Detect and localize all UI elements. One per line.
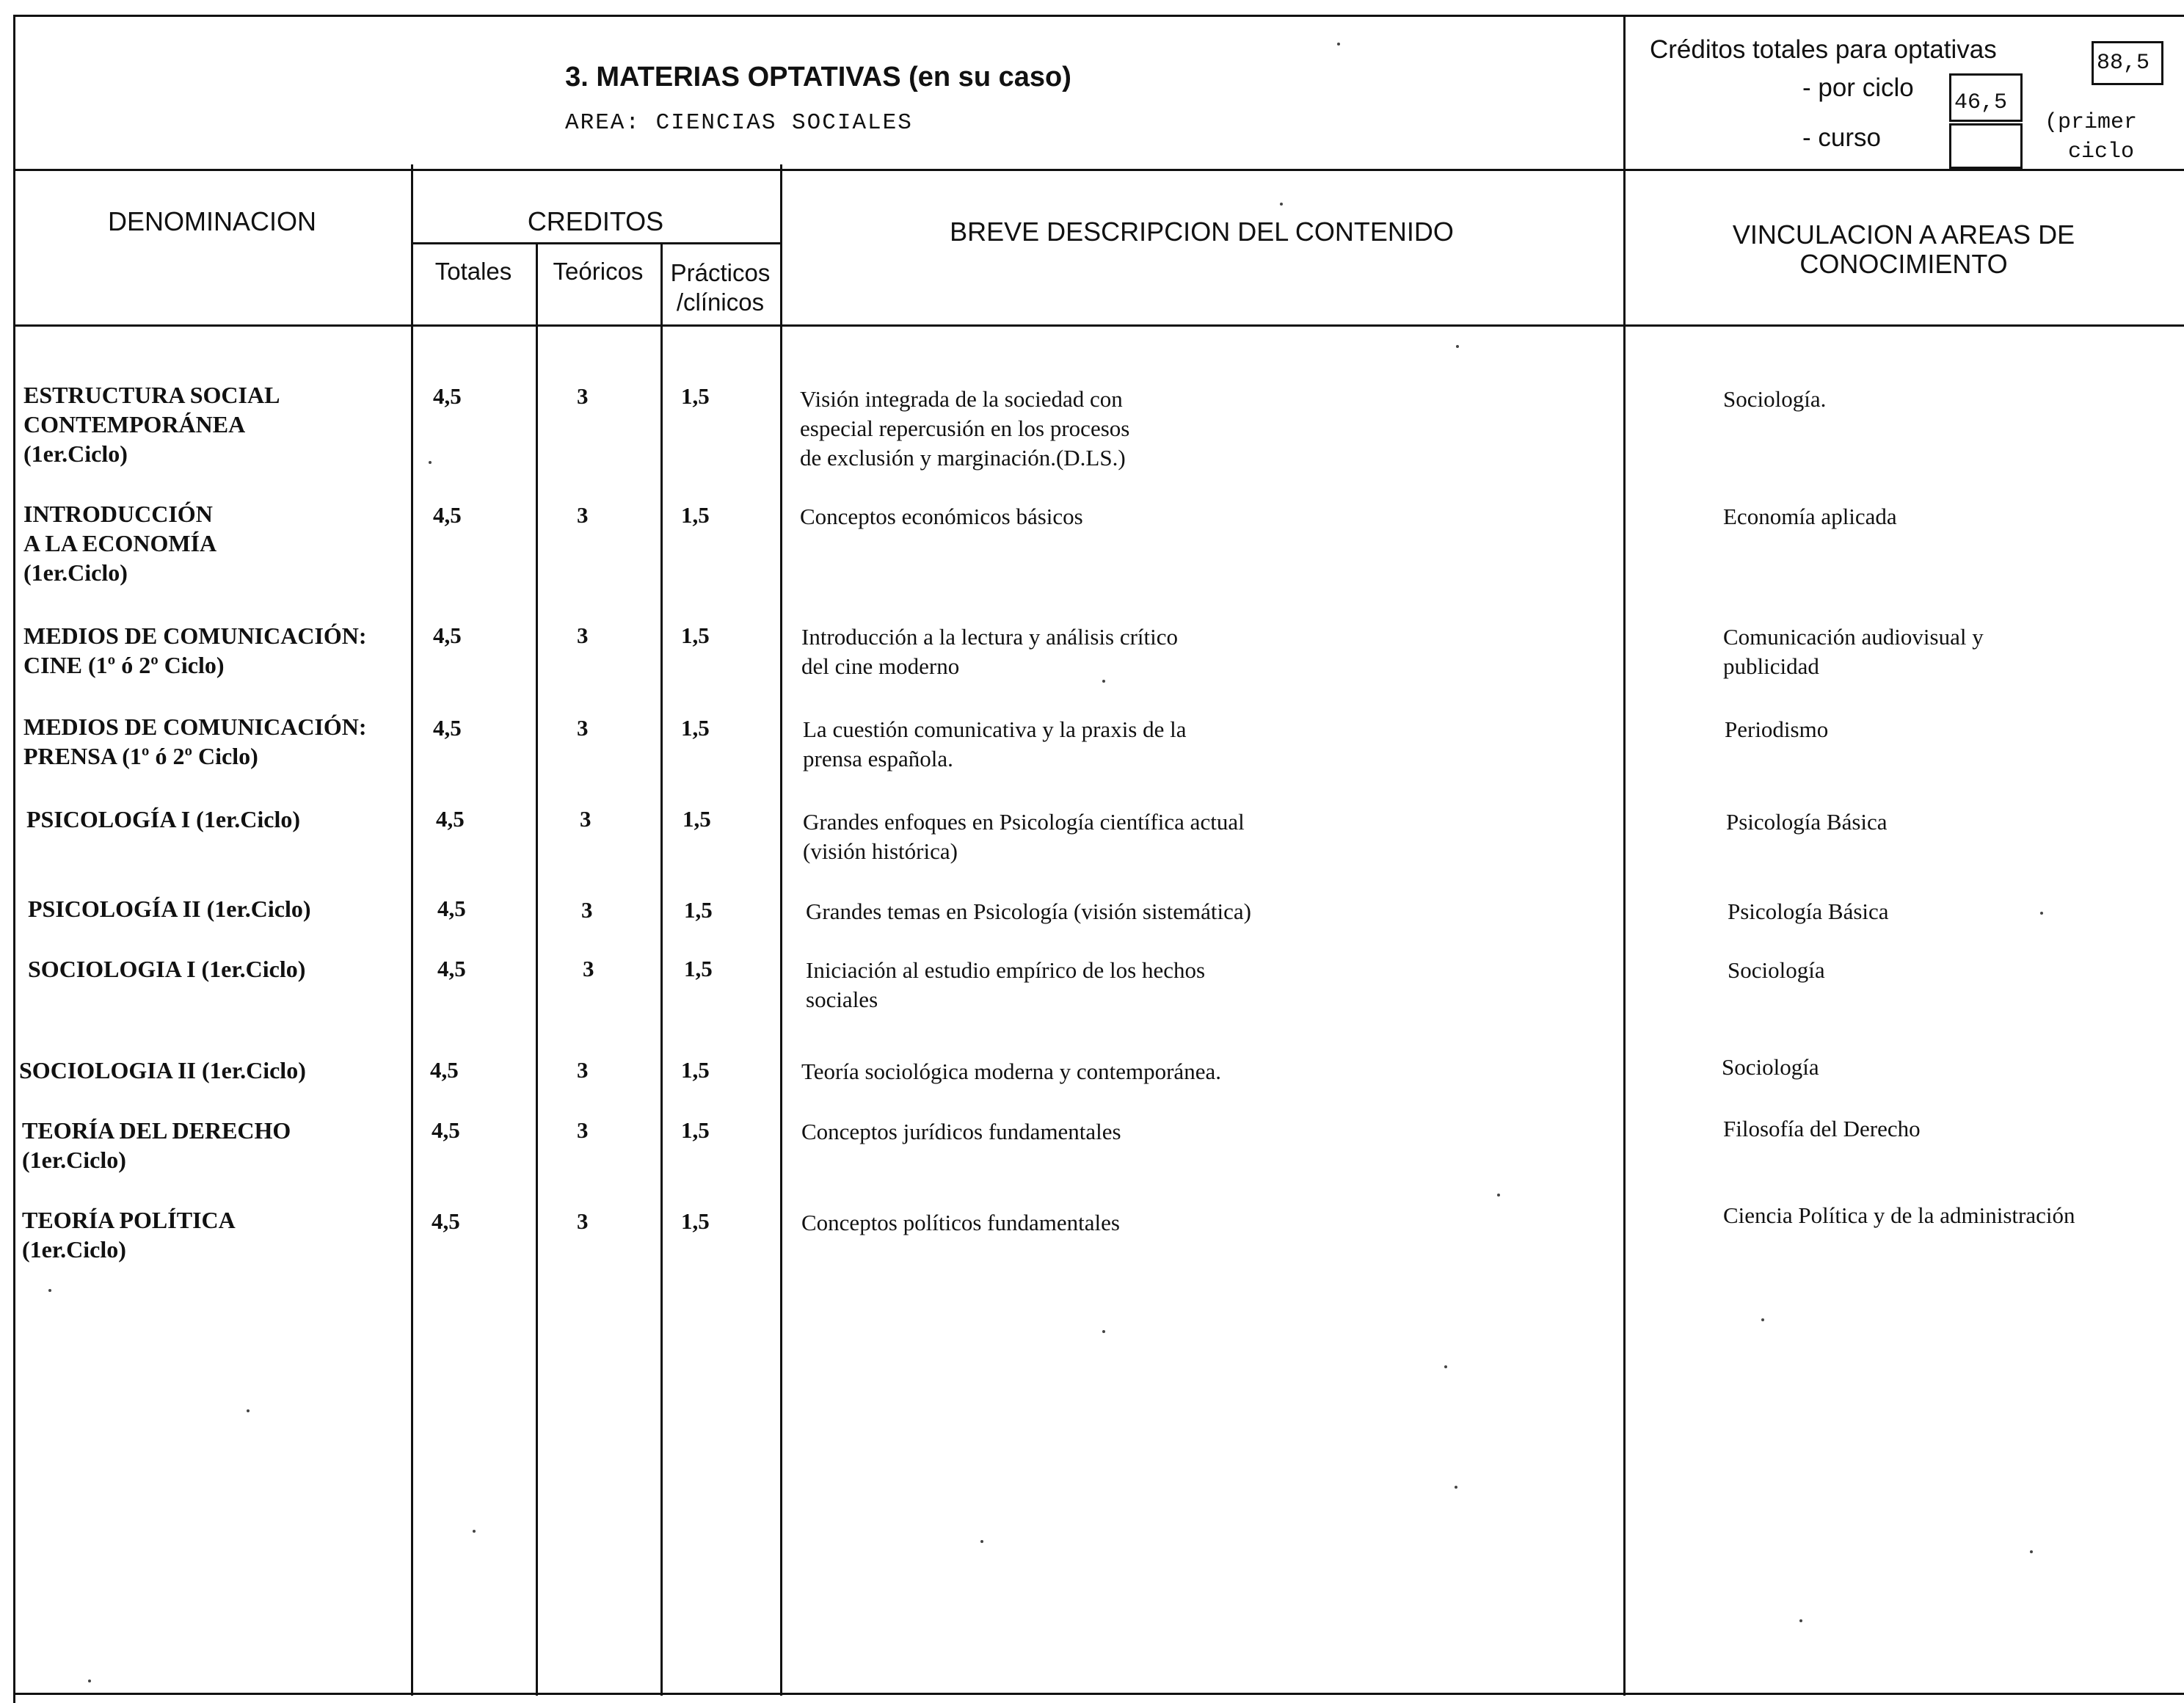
scan-speck	[1455, 1486, 1457, 1489]
area-conocimiento: Sociología	[1722, 1054, 1819, 1080]
descripcion: Teoría sociológica moderna y contemporánea.	[801, 1059, 1221, 1084]
column-header-divider	[13, 324, 2184, 327]
materia-name: MEDIOS DE COMUNICACIÓN: PRENSA (1º ó 2º Ciclo)	[23, 713, 367, 769]
descripcion: Grandes temas en Psicología (visión sistemática)	[806, 898, 1251, 924]
creditos-practicos: 1,5	[681, 1117, 710, 1143]
area-conocimiento: Psicología Básica	[1728, 898, 1889, 924]
scan-speck	[1456, 345, 1459, 348]
creditos-teoricos: 3	[577, 1057, 589, 1083]
creditos-practicos: 1,5	[681, 715, 710, 741]
creditos-subheader-divider	[411, 242, 780, 244]
col-divider-teoricos	[660, 242, 663, 1696]
scan-speck	[429, 461, 432, 464]
creditos-teoricos: 3	[581, 897, 593, 923]
scan-speck	[48, 1289, 51, 1292]
materia-name: PSICOLOGÍA II (1er.Ciclo)	[28, 896, 311, 922]
descripcion: Conceptos jurídicos fundamentales	[801, 1119, 1121, 1144]
denominacion-header: DENOMINACION	[107, 206, 316, 236]
col-divider-denominacion	[411, 164, 413, 1696]
creditos-totales: 4,5	[430, 1057, 459, 1083]
creditos-teoricos: 3	[577, 622, 589, 648]
scan-speck	[2040, 912, 2043, 915]
descripcion: Conceptos políticos fundamentales	[801, 1210, 1120, 1235]
materia-name: TEORÍA DEL DERECHO (1er.Ciclo)	[22, 1117, 291, 1173]
vinculacion-header-1: VINCULACION A AREAS DE	[1732, 219, 2075, 250]
materia-name: PSICOLOGÍA I (1er.Ciclo)	[26, 806, 301, 832]
creditos-teoricos: 3	[577, 715, 589, 741]
descripcion: Conceptos económicos básicos	[800, 504, 1083, 529]
creditos-totales: 4,5	[436, 806, 465, 832]
creditos-practicos: 1,5	[681, 622, 710, 648]
scan-speck	[1497, 1194, 1500, 1197]
scan-speck	[1102, 680, 1105, 683]
scan-speck	[1337, 43, 1340, 46]
creditos-totales: 4,5	[433, 715, 462, 741]
creditos-teoricos: 3	[577, 1208, 589, 1234]
note-primer: (primer	[2045, 110, 2138, 135]
materia-name: TEORÍA POLÍTICA (1er.Ciclo)	[22, 1207, 236, 1263]
col-divider-totales	[536, 242, 538, 1696]
scan-speck	[1444, 1365, 1447, 1368]
creditos-practicos: 1,5	[684, 897, 713, 923]
creditos-teoricos: 3	[580, 806, 592, 832]
creditos-totales: 4,5	[432, 1208, 460, 1234]
scan-speck	[88, 1680, 91, 1682]
creditos-teoricos: 3	[583, 956, 594, 981]
creditos-totales-value: 88,5	[2097, 51, 2150, 76]
creditos-totales: 4,5	[433, 622, 462, 648]
descripcion: Iniciación al estudio empírico de los hechos sociales	[806, 957, 1206, 1012]
descripcion: Introducción a la lectura y análisis crítico del cine moderno	[801, 624, 1179, 679]
materia-name: ESTRUCTURA SOCIAL CONTEMPORÁNEA (1er.Ciclo)	[23, 382, 280, 467]
scan-speck	[2030, 1550, 2033, 1553]
creditos-teoricos: 3	[577, 383, 589, 409]
por-ciclo-label: - por ciclo	[1802, 73, 1914, 102]
area-conocimiento: Economía aplicada	[1723, 504, 1897, 529]
creditos-totales: 4,5	[432, 1117, 460, 1143]
area-conocimiento: Sociología.	[1723, 386, 1827, 412]
creditos-totales-box	[2092, 41, 2163, 85]
creditos-teoricos: 3	[577, 502, 589, 528]
materia-name: SOCIOLOGIA II (1er.Ciclo)	[19, 1057, 306, 1083]
scan-speck	[1102, 1330, 1105, 1333]
creditos-practicos: 1,5	[682, 806, 711, 832]
scan-speck	[1799, 1619, 1802, 1622]
scan-speck	[980, 1540, 983, 1543]
vinculacion-header-2: CONOCIMIENTO	[1799, 249, 2008, 279]
curso-label: - curso	[1802, 123, 1881, 152]
creditos-teoricos: 3	[577, 1117, 589, 1143]
header-divider	[13, 169, 2184, 171]
materia-name: SOCIOLOGIA I (1er.Ciclo)	[28, 956, 306, 982]
area-conocimiento: Filosofía del Derecho	[1723, 1116, 1921, 1141]
creditos-totales: 4,5	[433, 502, 462, 528]
curso-box	[1949, 123, 2023, 169]
area-conocimiento: Ciencia Política y de la administración	[1723, 1202, 2075, 1228]
creditos-practicos: 1,5	[681, 383, 710, 409]
por-ciclo-box	[1949, 73, 2023, 122]
descripcion: Grandes enfoques en Psicología científica actual (visión histórica)	[803, 809, 1245, 864]
practicos-header-1: Prácticos	[670, 259, 771, 286]
area-conocimiento: Sociología	[1728, 957, 1825, 983]
note-ciclo: ciclo	[2068, 139, 2135, 164]
bottom-border	[13, 1693, 2184, 1695]
creditos-totales: 4,5	[433, 383, 462, 409]
scan-speck	[1761, 1318, 1764, 1321]
scan-speck	[1280, 203, 1283, 206]
area-conocimiento: Psicología Básica	[1726, 809, 1888, 835]
descripcion: Visión integrada de la sociedad con especial repercusión en los procesos de exclusión y marginación.(D.LS.)	[800, 386, 1130, 471]
creditos-totales: 4,5	[437, 956, 466, 981]
materia-name: INTRODUCCIÓN A LA ECONOMÍA (1er.Ciclo)	[23, 501, 217, 586]
creditos-header: CREDITOS	[527, 206, 664, 236]
creditos-totales: 4,5	[437, 896, 466, 921]
creditos-totales-label: Créditos totales para optativas	[1650, 35, 1997, 64]
descripcion-header: BREVE DESCRIPCION DEL CONTENIDO	[950, 217, 1454, 247]
practicos-header-2: /clínicos	[676, 288, 765, 316]
page-title: 3. MATERIAS OPTATIVAS (en su caso)	[565, 62, 1071, 92]
teoricos-header: Teóricos	[553, 258, 644, 285]
area-conocimiento: Comunicación audiovisual y publicidad	[1723, 624, 1984, 679]
area-conocimiento: Periodismo	[1725, 716, 1829, 742]
descripcion: La cuestión comunicativa y la praxis de la prensa española.	[803, 716, 1187, 771]
scan-speck	[473, 1530, 476, 1533]
creditos-practicos: 1,5	[681, 1057, 710, 1083]
creditos-practicos: 1,5	[681, 1208, 710, 1234]
creditos-practicos: 1,5	[681, 502, 710, 528]
por-ciclo-value: 46,5	[1954, 90, 2008, 115]
scan-speck	[247, 1409, 250, 1412]
col-divider-practicos	[780, 164, 782, 1696]
area-label: AREA: CIENCIAS SOCIALES	[565, 110, 913, 136]
creditos-practicos: 1,5	[684, 956, 713, 981]
materia-name: MEDIOS DE COMUNICACIÓN: CINE (1º ó 2º Ciclo)	[23, 622, 367, 678]
totales-header: Totales	[434, 258, 512, 285]
